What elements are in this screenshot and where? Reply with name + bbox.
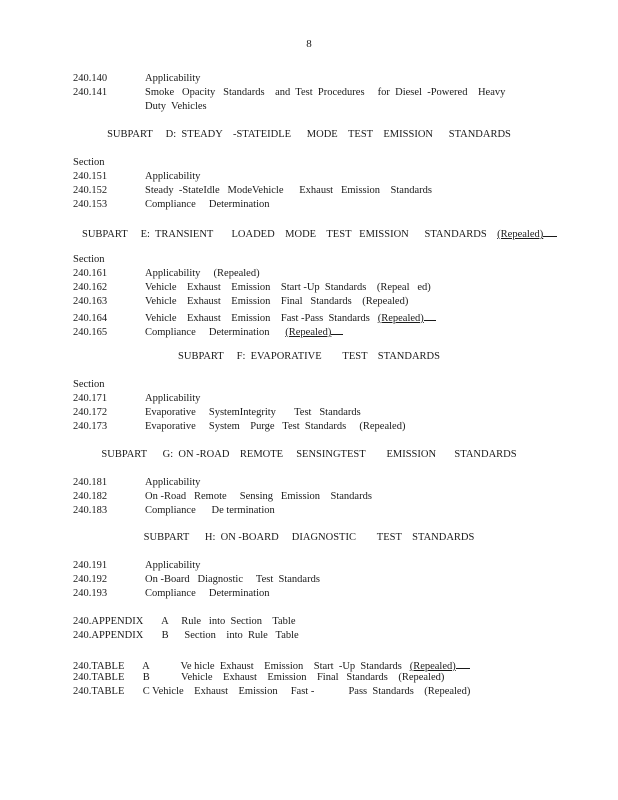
section-label: Section — [73, 379, 105, 390]
section-row-240-172 — [73, 406, 361, 420]
section-title: Vehicle Exhaust Emission Start -Up Standards (Repeal ed) — [145, 282, 431, 293]
section-row-240-193 — [73, 587, 270, 601]
section-title: Applicability (Repealed) — [145, 268, 260, 279]
subpart-d-heading: SUBPART D: STEADY -STATEIDLE MODE TEST EMISSION STANDARDS — [107, 129, 511, 140]
section-title: Compliance Determination — [145, 199, 270, 210]
section-title: On -Board Diagnostic Test Standards — [145, 574, 320, 585]
section-title: Applicability — [145, 171, 201, 182]
section-number: 240.172 — [73, 407, 108, 418]
section-title: Applicability — [145, 393, 201, 404]
section-row-240-182 — [73, 490, 372, 504]
table-entry: 240.TABLE A Ve hicle Exhaust Emission Start -Up Standards — [73, 661, 410, 672]
section-row-240-153 — [73, 198, 270, 212]
section-number: 240.191 — [73, 560, 108, 571]
section-number: 240.164 — [73, 313, 108, 324]
section-row-240-152 — [73, 184, 432, 198]
section-title: On -Road Remote Sensing Emission Standards — [145, 491, 372, 502]
section-row-240-173 — [73, 420, 405, 434]
subpart-h-heading: SUBPART H: ON -BOARD DIAGNOSTIC TEST STANDARDS — [143, 532, 475, 543]
subpart-e-title: SUBPART E: TRANSIENT LOADED MODE TEST EMISSION STANDARDS — [82, 229, 487, 240]
section-title: Evaporative SystemIntegrity Test Standards — [145, 407, 361, 418]
section-title: Evaporative System Purge Test Standards (Repealed) — [145, 421, 406, 432]
underline-rule — [543, 225, 557, 237]
section-title: Vehicle Exhaust Emission Fast -Pass Standards — [145, 313, 378, 324]
section-label: Section — [73, 157, 105, 168]
section-row-240-162 — [73, 281, 431, 295]
section-number: 240.192 — [73, 574, 108, 585]
section-row-240-183 — [73, 504, 275, 518]
section-row-240-165 — [73, 323, 343, 340]
section-number: 240.161 — [73, 268, 108, 279]
section-number: 240.193 — [73, 588, 108, 599]
section-row-240-151 — [73, 170, 200, 184]
section-number: 240.163 — [73, 296, 108, 307]
subpart-e-heading — [82, 225, 557, 242]
section-title: Applicability — [145, 560, 201, 571]
section-title: Smoke Opacity Standards and Test Procedures for Diesel -Powered Heavy — [145, 87, 506, 98]
section-row-240-181 — [73, 476, 200, 490]
section-number: 240.182 — [73, 491, 108, 502]
section-number: 240.153 — [73, 199, 108, 210]
section-row-240-140 — [73, 72, 200, 86]
subpart-g-heading: SUBPART G: ON -ROAD REMOTE SENSINGTEST EMISSION STANDARDS — [101, 449, 517, 460]
section-row-240-161 — [73, 267, 260, 281]
section-row-240-141 — [73, 86, 505, 100]
section-label: Section — [73, 254, 105, 265]
section-title: Compliance Determination — [145, 327, 286, 338]
section-title: Compliance Determination — [145, 588, 270, 599]
subpart-f-heading: SUBPART F: EVAPORATIVE TEST STANDARDS — [178, 351, 440, 362]
section-number: 240.171 — [73, 393, 108, 404]
section-number: 240.181 — [73, 477, 108, 488]
repealed-marker: (Repealed) — [377, 313, 424, 324]
section-number: 240.151 — [73, 171, 108, 182]
section-number: 240.183 — [73, 505, 108, 516]
appendix-row-b: 240.APPENDIX B Section into Rule Table — [73, 630, 299, 641]
section-title: Applicability — [145, 477, 201, 488]
section-number: 240.152 — [73, 185, 108, 196]
underline-rule — [331, 323, 343, 335]
page-number: 8 — [306, 38, 312, 50]
section-number: 240.141 — [73, 87, 108, 98]
table-row-b: 240.TABLE B Vehicle Exhaust Emission Final Standards (Repealed) — [73, 672, 445, 683]
repealed-marker: (Repealed) — [285, 327, 332, 338]
underline-rule — [456, 657, 470, 669]
section-number: 240.140 — [73, 73, 108, 84]
repealed-marker: (Repealed) — [497, 229, 544, 240]
section-title: Steady -StateIdle ModeVehicle Exhaust Emission Standards — [145, 185, 432, 196]
repealed-marker: (Repealed) — [409, 661, 456, 672]
table-row-c: 240.TABLE C Vehicle Exhaust Emission Fast - Pass Standards (Repealed) — [73, 686, 471, 697]
section-row-240-171 — [73, 392, 200, 406]
section-number: 240.165 — [73, 327, 108, 338]
section-title: Applicability — [145, 73, 201, 84]
section-title: Vehicle Exhaust Emission Final Standards (Repealed) — [145, 296, 409, 307]
section-number: 240.162 — [73, 282, 108, 293]
section-title: Compliance De termination — [145, 505, 275, 516]
section-row-240-192 — [73, 573, 320, 587]
section-row-240-163 — [73, 295, 408, 309]
section-number: 240.173 — [73, 421, 108, 432]
appendix-row-a: 240.APPENDIX A Rule into Section Table — [73, 616, 296, 627]
underline-rule — [424, 309, 436, 321]
section-row-240-191 — [73, 559, 200, 573]
section-title-continuation: Duty Vehicles — [145, 101, 207, 112]
